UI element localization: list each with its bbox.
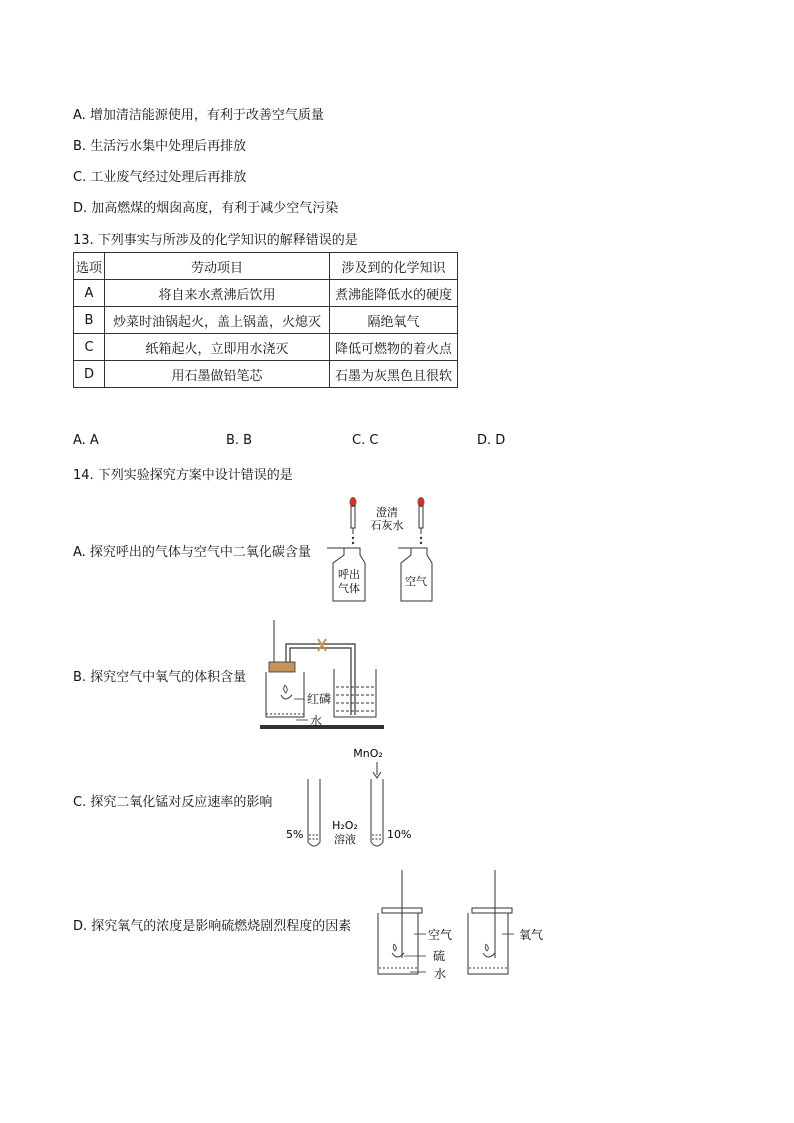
figure-c-catalyst xyxy=(285,742,420,860)
table-cell: 将自来水煮沸后饮用 xyxy=(105,280,330,307)
q13-stem: 13. 下列事实与所涉及的化学知识的解释错误的是 xyxy=(73,233,358,248)
bottle-1-label-1: 呼出 xyxy=(338,568,360,581)
gas-jar-icon xyxy=(468,913,508,974)
q14-option-d: D. 探究氧气的浓度是影响硫燃烧剧烈程度的因素 xyxy=(73,919,352,934)
table-header-cell: 选项 xyxy=(74,253,105,280)
q13-answer-b: B. B xyxy=(226,433,253,448)
left-tube-concentration: 5% xyxy=(286,828,304,841)
label-red-phosphorus: 红磷 xyxy=(307,692,332,706)
q14-option-a: A. 探究呼出的气体与空气中二氧化碳含量 xyxy=(73,545,311,560)
stopper-icon xyxy=(269,662,295,672)
catalyst-label: MnO₂ xyxy=(353,747,383,760)
q13-table xyxy=(73,252,458,388)
table-header-cell: 劳动项目 xyxy=(105,253,330,280)
table-cell: D xyxy=(74,361,105,388)
glass-plate-icon xyxy=(472,908,512,913)
flame-icon xyxy=(393,944,396,951)
table-cell: A xyxy=(74,280,105,307)
clamp-icon xyxy=(318,639,326,651)
table-cell: 石墨为灰黑色且很软 xyxy=(330,361,458,388)
test-tube-icon xyxy=(371,779,383,846)
table-cell: 炒菜时油锅起火，盖上锅盖，火熄灭 xyxy=(105,307,330,334)
bottle-1-label-2: 气体 xyxy=(338,582,360,595)
label-water: 水 xyxy=(310,714,323,728)
q14-option-c: C. 探究二氧化锰对反应速率的影响 xyxy=(73,795,273,810)
q14-stem: 14. 下列实验探究方案中设计错误的是 xyxy=(73,468,293,483)
figure-a-co2-comparison xyxy=(325,493,440,605)
table-row xyxy=(74,280,458,307)
gas-jar-icon xyxy=(378,913,418,974)
table-row xyxy=(74,334,458,361)
q12-option-a: A. 增加清洁能源使用，有利于改善空气质量 xyxy=(73,108,324,123)
dropper-icon xyxy=(350,497,357,544)
q13-answer-d: D. D xyxy=(477,433,506,448)
label-water: 水 xyxy=(434,967,447,981)
q13-answer-a: A. A xyxy=(73,433,99,448)
table-cell: 纸箱起火，立即用水浇灭 xyxy=(105,334,330,361)
dropper-icon xyxy=(418,497,425,544)
table-cell: 用石墨做铅笔芯 xyxy=(105,361,330,388)
figure-b-oxygen-volume xyxy=(256,617,396,732)
dropper-label-1: 澄清 xyxy=(376,506,398,519)
q12-option-d: D. 加高燃煤的烟囱高度，有利于减少空气污染 xyxy=(73,201,339,216)
table-cell: 煮沸能降低水的硬度 xyxy=(330,280,458,307)
label-sulfur: 硫 xyxy=(433,949,446,963)
table-header-row xyxy=(74,253,458,280)
reagent-label-1: H₂O₂ xyxy=(332,819,358,832)
test-tube-icon xyxy=(308,779,320,846)
flame-icon xyxy=(284,685,288,693)
label-oxygen: 氧气 xyxy=(519,928,544,942)
q14-option-b: B. 探究空气中氧气的体积含量 xyxy=(73,670,247,685)
q13-answer-c: C. C xyxy=(352,433,379,448)
table-row xyxy=(74,307,458,334)
dropper-label-2: 石灰水 xyxy=(370,519,404,532)
q12-option-b: B. 生活污水集中处理后再排放 xyxy=(73,139,247,154)
figure-d-sulfur-combustion xyxy=(370,868,544,983)
table-cell: 隔绝氧气 xyxy=(330,307,458,334)
table-header-cell: 涉及到的化学知识 xyxy=(330,253,458,280)
table-cell: 降低可燃物的着火点 xyxy=(330,334,458,361)
q12-option-c: C. 工业废气经过处理后再排放 xyxy=(73,170,247,185)
reagent-label-2: 溶液 xyxy=(334,833,356,846)
label-air: 空气 xyxy=(428,928,453,942)
table-cell: C xyxy=(74,334,105,361)
table-cell: B xyxy=(74,307,105,334)
flame-icon xyxy=(485,944,488,951)
table-row xyxy=(74,361,458,388)
right-tube-concentration: 10% xyxy=(387,828,412,841)
bottle-2-label: 空气 xyxy=(405,575,427,588)
